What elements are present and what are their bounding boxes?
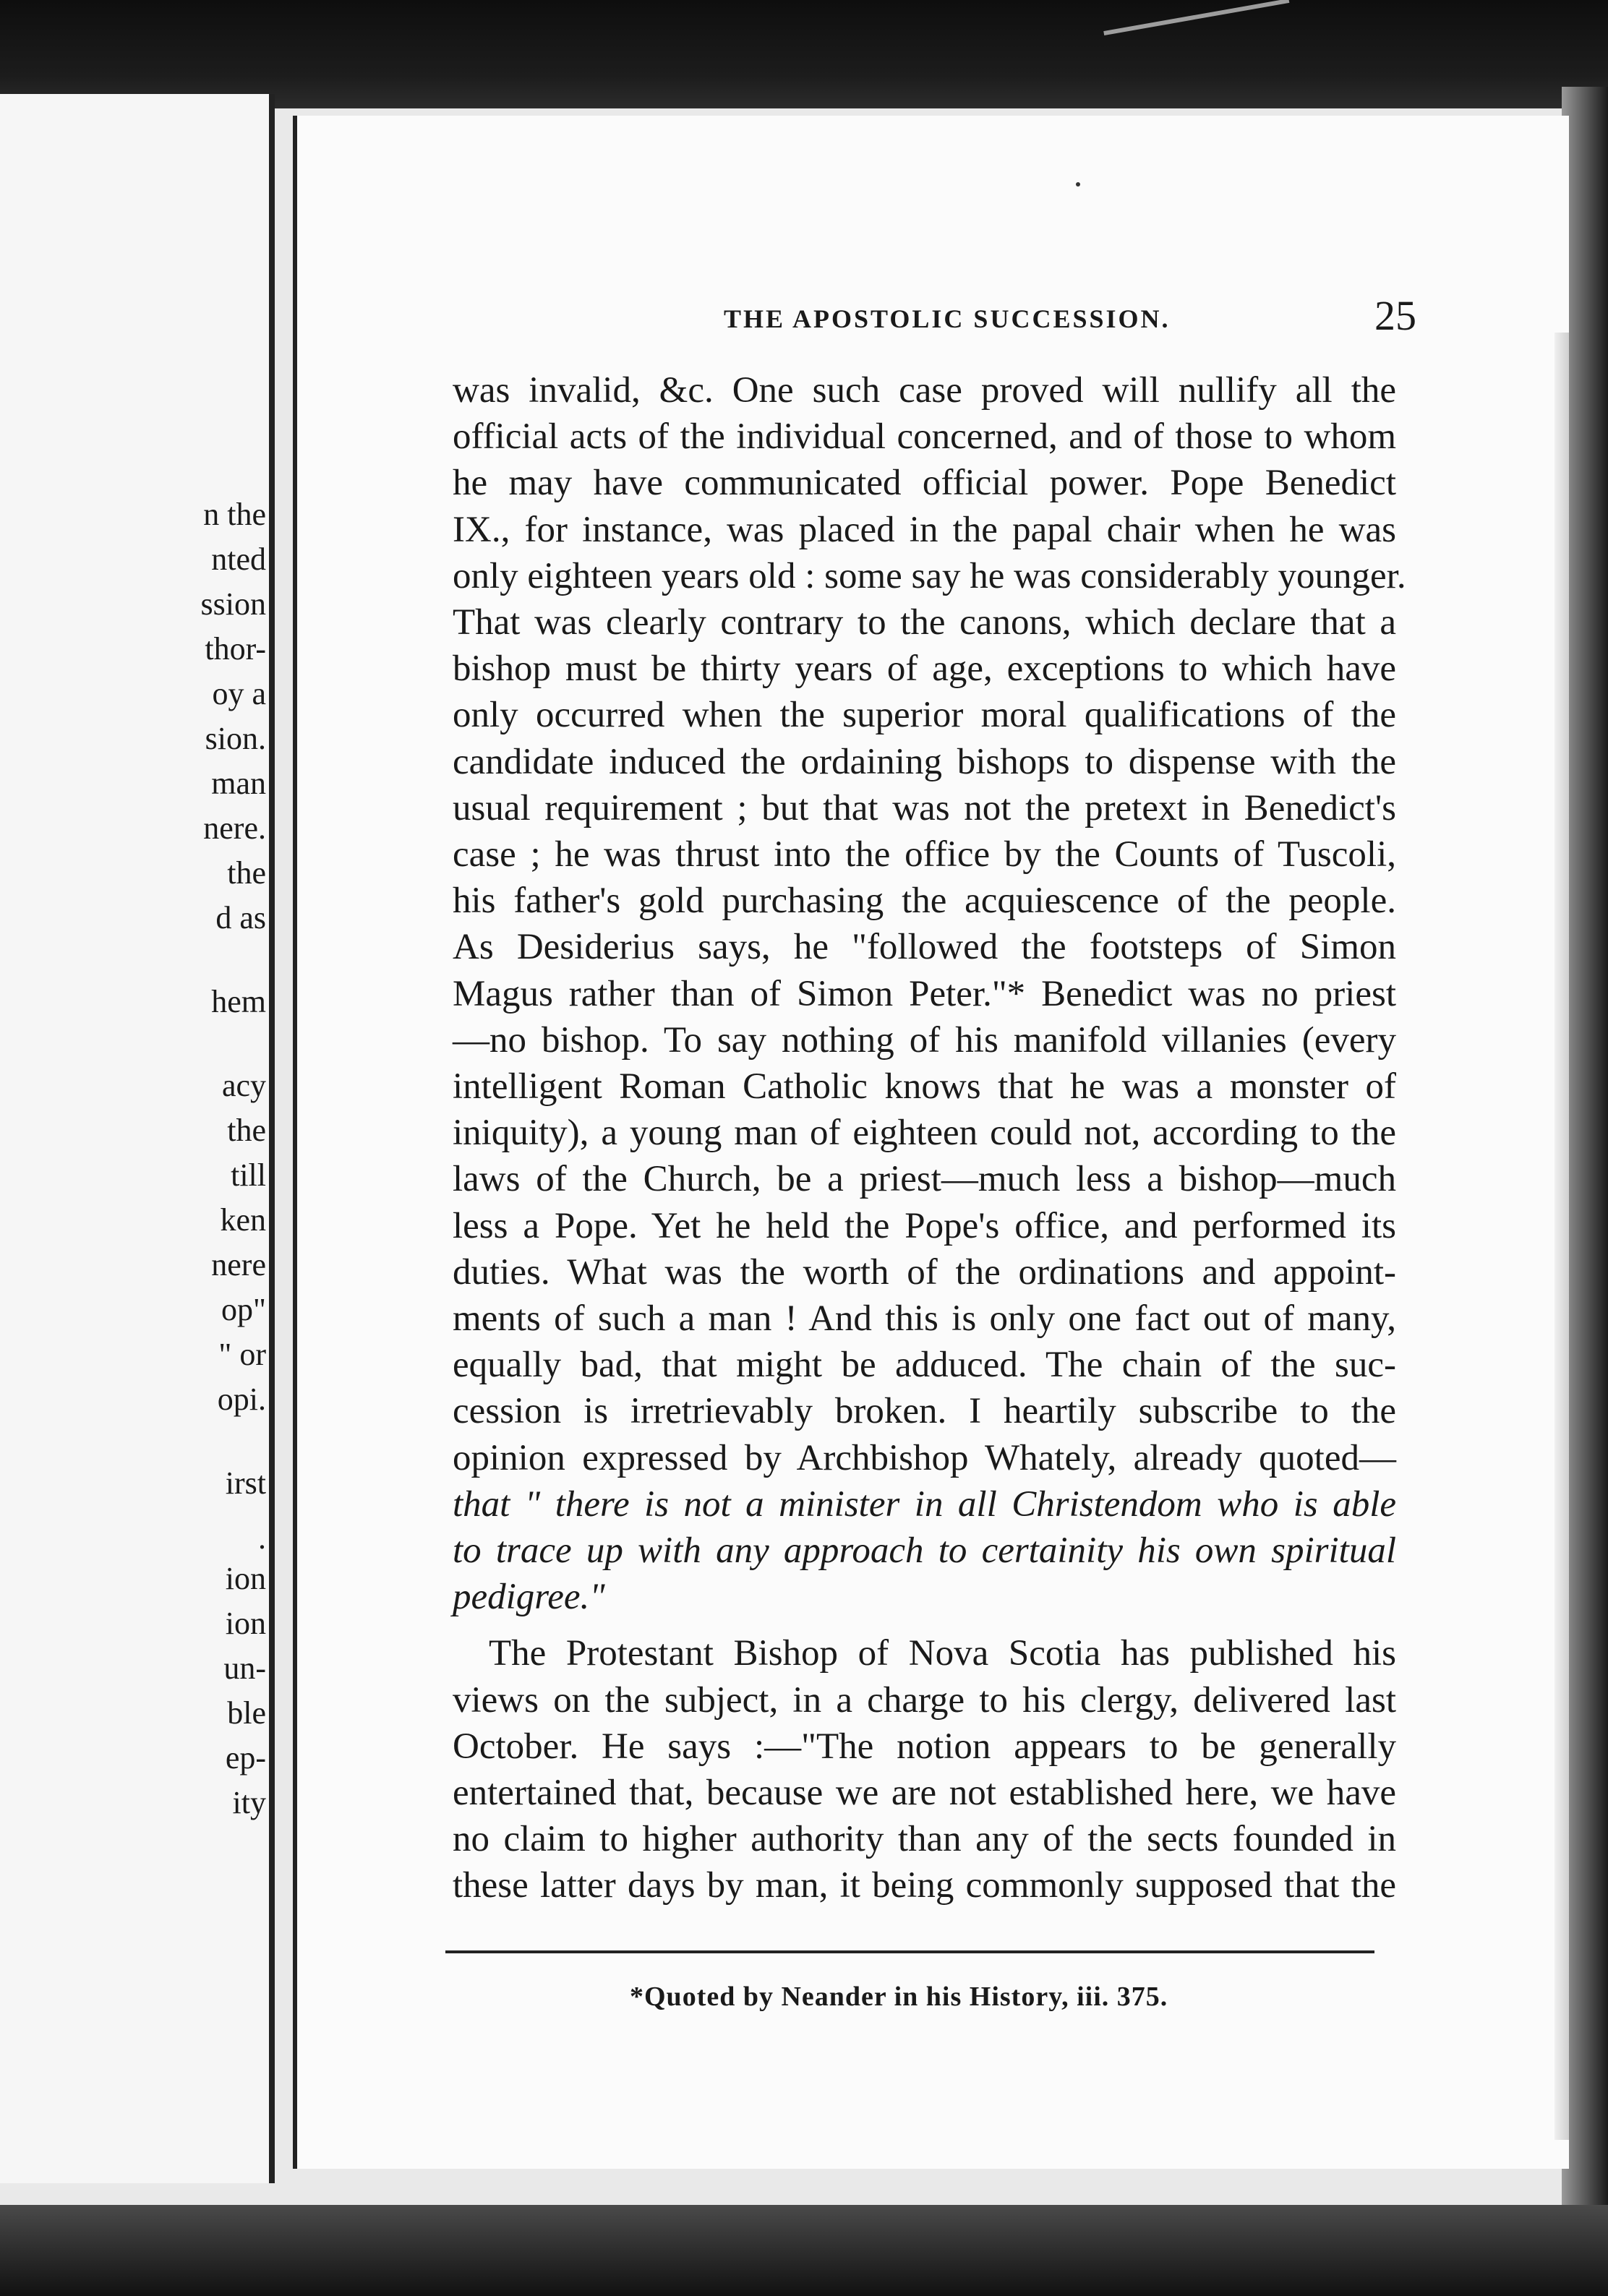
text-line: As Desiderius says, he "followed the footsteps of Simon	[453, 927, 1396, 968]
ink-speck	[1076, 182, 1080, 187]
text-line: entertained that, because we are not established here, we have	[453, 1773, 1396, 1813]
page-edge	[1554, 333, 1569, 2140]
facing-page-fragment: nted	[211, 541, 266, 577]
facing-page-fragment: d as	[215, 900, 266, 935]
text-line: official acts of the individual concerned, and of those to whom	[453, 416, 1396, 458]
facing-page-fragment: till	[231, 1157, 266, 1193]
facing-page-fragment: nere.	[203, 810, 266, 846]
text-line: bishop must be thirty years of age, exceptions to which have	[453, 648, 1396, 690]
text-line: less a Pope. Yet he held the Pope's office, and performed its	[453, 1205, 1396, 1246]
text-line: usual requirement ; but that was not the pretext in Benedict's	[453, 787, 1396, 828]
facing-page-left	[0, 94, 275, 2183]
text-line: he may have communicated official power. Pope Benedict	[453, 463, 1396, 504]
text-line: —no bishop. To say nothing of his manifold villanies (every	[453, 1019, 1396, 1061]
text-line: case ; he was thrust into the office by the Counts of Tuscoli,	[453, 834, 1396, 875]
page-number: 25	[1374, 292, 1416, 339]
text-line: cession is irretrievably broken. I heartily subscribe to the	[453, 1391, 1396, 1432]
facing-page-fragment: ssion	[200, 586, 266, 622]
text-line: these latter days by man, it being commonly supposed that the	[453, 1865, 1396, 1906]
scan-bottom-border	[0, 2205, 1608, 2296]
text-line: October. He says :—"The notion appears to be generally	[453, 1726, 1396, 1767]
facing-page-fragment: irst	[225, 1465, 266, 1501]
facing-page-fragment: hem	[211, 984, 266, 1019]
text-line: was invalid, &c. One such case proved will nullify all the	[453, 370, 1396, 411]
text-line: The Protestant Bishop of Nova Scotia has published his	[489, 1633, 1396, 1674]
text-line: pedigree."	[453, 1577, 605, 1618]
text-line: intelligent Roman Catholic knows that he was a monster of	[453, 1066, 1396, 1107]
scan-top-border	[0, 0, 1608, 108]
text-line: laws of the Church, be a priest—much less a bishop—much	[453, 1159, 1396, 1200]
facing-page-fragment: ep-	[225, 1740, 266, 1775]
text-line: duties. What was the worth of the ordinations and appoint-	[453, 1251, 1396, 1293]
text-line: equally bad, that might be adduced. The chain of the suc-	[453, 1345, 1396, 1386]
footnote-rule	[445, 1950, 1374, 1953]
facing-page-fragment: opi.	[217, 1382, 266, 1417]
text-line: ments of such a man ! And this is only one fact out of many,	[453, 1298, 1396, 1339]
text-line: no claim to higher authority than any of the sects founded in	[453, 1819, 1396, 1860]
text-line: That was clearly contrary to the canons, which declare that a	[453, 602, 1396, 643]
facing-page-fragment: " or	[218, 1337, 266, 1372]
text-line: his father's gold purchasing the acquiescence of the people.	[453, 881, 1396, 922]
facing-page-fragment: the	[227, 1113, 266, 1148]
facing-page-fragment: un-	[223, 1650, 266, 1686]
facing-page-fragment: op"	[221, 1292, 266, 1327]
text-line: Magus rather than of Simon Peter."* Benedict was no priest	[453, 973, 1396, 1014]
facing-page-fragment: the	[227, 855, 266, 891]
facing-page-fragment: .	[258, 1520, 266, 1556]
facing-page-fragment: ken	[220, 1202, 266, 1238]
facing-page-fragment: man	[211, 766, 266, 801]
text-line: candidate induced the ordaining bishops to dispense with the	[453, 741, 1396, 782]
book-page	[293, 116, 1569, 2169]
facing-page-fragment: ion	[225, 1561, 266, 1596]
text-line: iniquity), a young man of eighteen could not, according to the	[453, 1113, 1396, 1154]
text-line: only eighteen years old : some say he was considerably younger.	[453, 555, 1406, 596]
text-line: only occurred when the superior moral qualifications of the	[453, 695, 1396, 736]
facing-page-fragment: ion	[225, 1606, 266, 1641]
text-line: that " there is not a minister in all Christendom who is able	[453, 1483, 1396, 1525]
facing-page-fragment: n the	[203, 497, 266, 532]
facing-page-fragment: thor-	[205, 631, 266, 667]
text-line: to trace up with any approach to certainity his own spiritual	[453, 1530, 1396, 1571]
facing-page-fragment: acy	[221, 1068, 266, 1103]
facing-page-fragment: nere	[211, 1247, 266, 1282]
facing-page-fragment: sion.	[205, 721, 266, 756]
running-head: THE APOSTOLIC SUCCESSION.	[724, 304, 1171, 333]
facing-page-fragment: ity	[232, 1785, 266, 1820]
footnote: *Quoted by Neander in his History, iii. 375.	[630, 1982, 1168, 2012]
facing-page-fragment: oy a	[212, 676, 266, 711]
text-line: IX., for instance, was placed in the papal chair when he was	[453, 509, 1396, 550]
text-line: views on the subject, in a charge to his clergy, delivered last	[453, 1679, 1396, 1721]
text-line: opinion expressed by Archbishop Whately, already quoted—	[453, 1437, 1396, 1478]
facing-page-fragment: ble	[227, 1695, 266, 1731]
